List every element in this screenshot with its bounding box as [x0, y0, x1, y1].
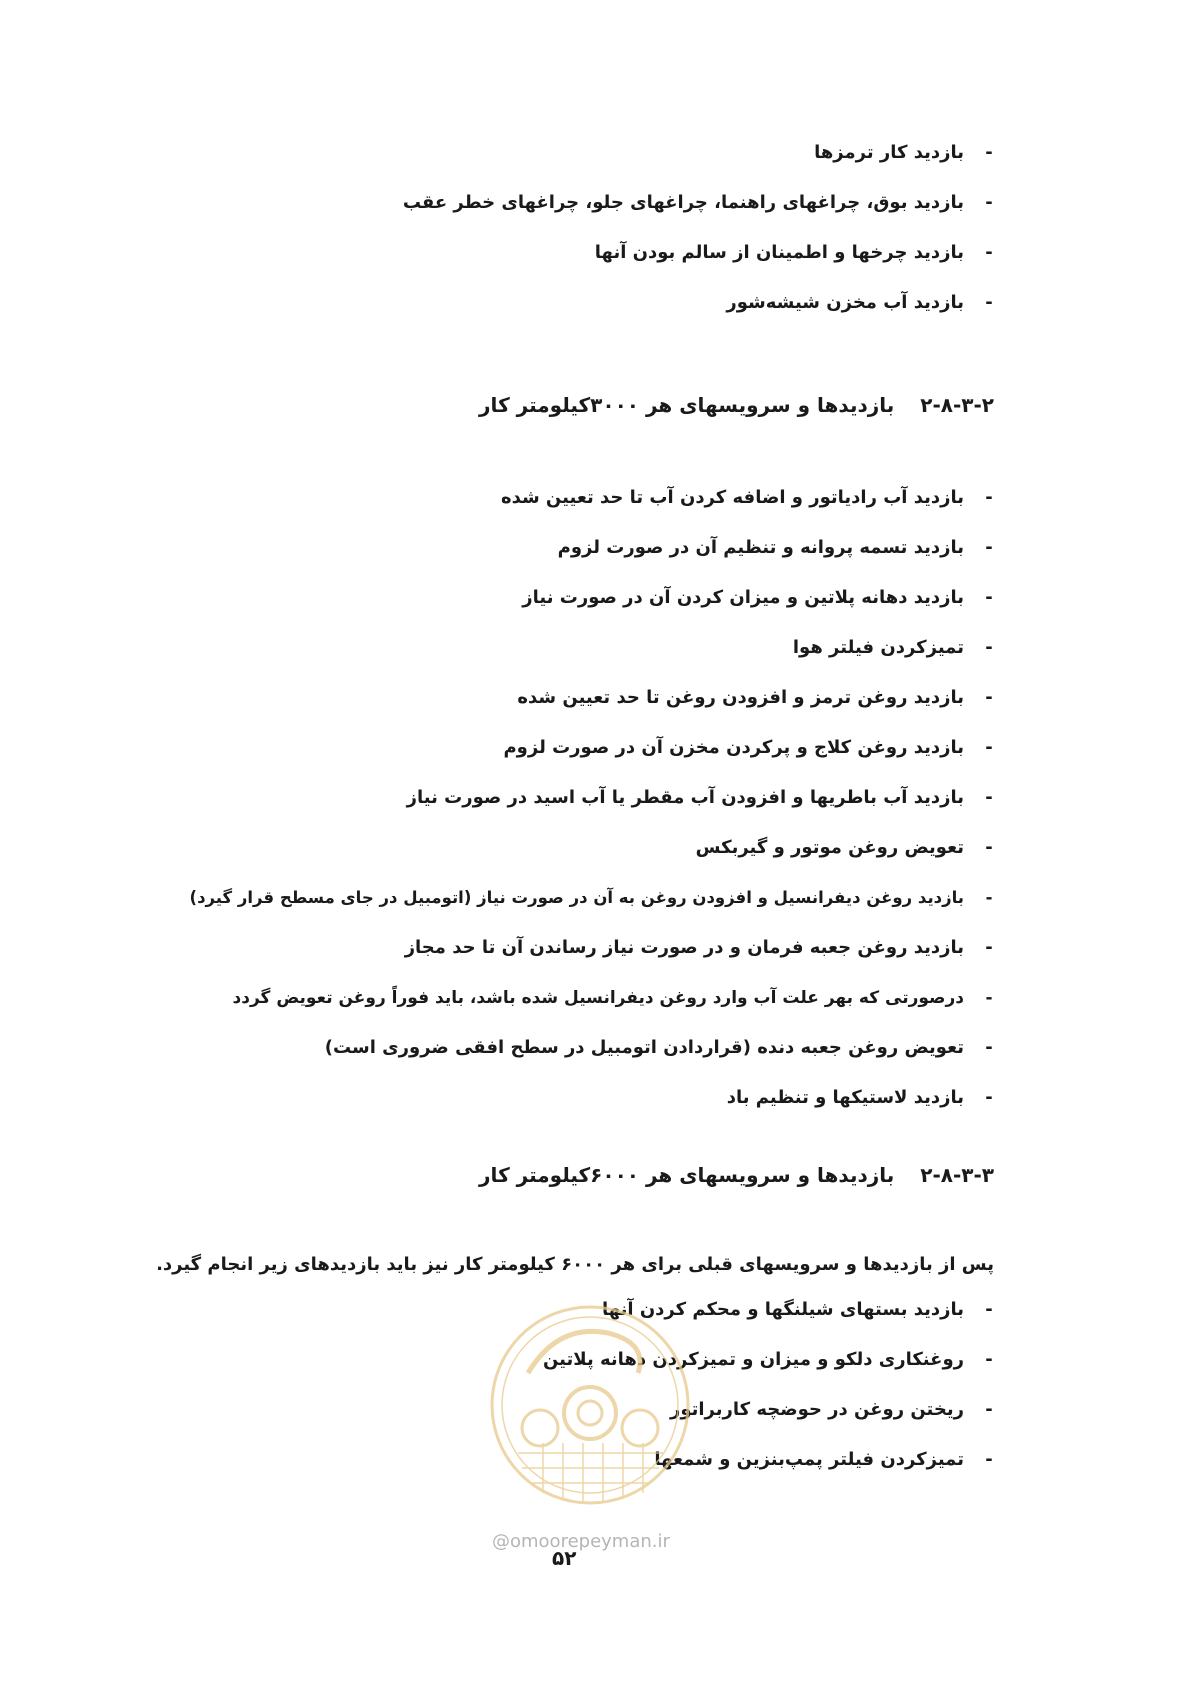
list-item	[190, 723, 1000, 773]
list-item	[543, 1335, 1000, 1385]
bullet-dash: -	[985, 1087, 993, 1108]
list-item	[190, 1073, 1000, 1123]
bullet-dash: -	[985, 837, 993, 858]
list-item-text: بازدید روغن دیفرانسیل و افزودن روغن به آن در صورت نیاز (اتومبیل در جای مسطح قرار گیرد)	[189, 888, 964, 907]
list-item	[190, 823, 1000, 873]
list-item-text: بازدید دهانه پلاتین و میزان کردن آن در صورت نیاز	[522, 587, 964, 608]
section-heading-3000	[479, 390, 994, 420]
bullet-dash: -	[985, 292, 993, 313]
list-item-text: بازدید لاستیکها و تنظیم باد	[726, 1087, 964, 1108]
bullet-dash: -	[985, 687, 993, 708]
list-item-text: بازدید چرخها و اطمینان از سالم بودن آنها	[594, 242, 964, 263]
checklist-3000km	[190, 473, 1000, 1123]
bullet-dash: -	[985, 1349, 993, 1370]
list-item	[190, 673, 1000, 723]
bullet-dash: -	[985, 192, 993, 213]
list-item	[403, 278, 1000, 328]
bullet-dash: -	[985, 888, 993, 907]
list-item-text: بازدید بستهای شیلنگها و محکم کردن آنها	[601, 1299, 964, 1320]
list-item-text: بازدید آب باطریها و افزودن آب مقطر یا آب اسید در صورت نیاز	[406, 787, 964, 808]
list-item-text: تعویض روغن موتور و گیربکس	[695, 837, 964, 858]
bullet-dash: -	[985, 1037, 993, 1058]
section-number: ۲-۸-۳-۳	[920, 1163, 994, 1187]
section-number: ۲-۸-۳-۲	[920, 393, 994, 417]
list-item-text: تعویض روغن جعبه دنده (قراردادن اتومبیل در سطح افقی ضروری است)	[324, 1037, 964, 1058]
bullet-dash: -	[985, 787, 993, 808]
list-item-text: بازدید روغن جعبه فرمان و در صورت نیاز رساندن آن تا حد مجاز	[404, 937, 964, 958]
section-title: بازدیدها و سرویسهای هر ۶۰۰۰کیلومتر کار	[479, 1163, 895, 1187]
list-item	[403, 228, 1000, 278]
section-title: بازدیدها و سرویسهای هر ۳۰۰۰کیلومتر کار	[479, 393, 895, 417]
list-item	[403, 128, 1000, 178]
list-item-text: بازدید آب مخزن شیشه‌شور	[726, 292, 964, 313]
list-item	[190, 623, 1000, 673]
list-item	[190, 873, 1000, 923]
list-item	[190, 1023, 1000, 1073]
list-item	[190, 923, 1000, 973]
list-item-text: درصورتی که بهر علت آب وارد روغن دیفرانسیل شده باشد، باید فوراً روغن تعویض گردد	[232, 988, 964, 1008]
bullet-dash: -	[985, 988, 993, 1008]
top-checklist	[403, 128, 1000, 328]
list-item-text: بازدید کار ترمزها	[814, 142, 964, 163]
list-item	[543, 1385, 1000, 1435]
bullet-dash: -	[985, 637, 993, 658]
bullet-dash: -	[985, 487, 993, 508]
bullet-dash: -	[985, 1449, 993, 1470]
list-item-text: بازدید بوق، چراغهای راهنما، چراغهای جلو، چراغهای خطر عقب	[402, 192, 964, 213]
list-item-text: بازدید آب رادیاتور و اضافه کردن آب تا حد تعیین شده	[500, 487, 964, 508]
bullet-dash: -	[985, 242, 993, 263]
list-item-text: بازدید تسمه پروانه و تنظیم آن در صورت لزوم	[557, 537, 964, 558]
list-item	[190, 473, 1000, 523]
list-item	[403, 178, 1000, 228]
list-item-text: تمیزکردن فیلتر پمپ‌بنزین و شمعها	[654, 1449, 964, 1470]
list-item	[190, 973, 1000, 1023]
bullet-dash: -	[985, 737, 993, 758]
list-item-text: ریختن روغن در حوضچه کاربراتور	[669, 1399, 964, 1420]
list-item	[190, 523, 1000, 573]
list-item-text: تمیزکردن فیلتر هوا	[792, 637, 964, 658]
bullet-dash: -	[985, 1399, 993, 1420]
intro-paragraph-6000: پس از بازدیدها و سرویسهای قبلی برای هر ۶۰۰۰ کیلومتر کار نیز باید بازدیدهای زیر انجام گیرد.	[156, 1254, 994, 1275]
bullet-dash: -	[985, 537, 993, 558]
bullet-dash: -	[985, 1299, 993, 1320]
section-heading-6000	[479, 1160, 994, 1190]
bullet-dash: -	[985, 587, 993, 608]
list-item-text: روغنکاری دلکو و میزان و تمیزکردن دهانه پلاتین	[542, 1349, 964, 1370]
list-item	[543, 1285, 1000, 1335]
watermark-url: @omoorepeyman.ir	[492, 1531, 670, 1552]
list-item	[543, 1435, 1000, 1485]
page-number: ۵۲	[552, 1546, 577, 1570]
bullet-dash: -	[985, 937, 993, 958]
list-item	[190, 573, 1000, 623]
list-item	[190, 773, 1000, 823]
list-item-text: بازدید روغن ترمز و افزودن روغن تا حد تعیین شده	[517, 687, 964, 708]
list-item-text: بازدید روغن کلاج و پرکردن مخزن آن در صورت لزوم	[503, 737, 964, 758]
checklist-6000km	[543, 1285, 1000, 1485]
bullet-dash: -	[985, 142, 993, 163]
